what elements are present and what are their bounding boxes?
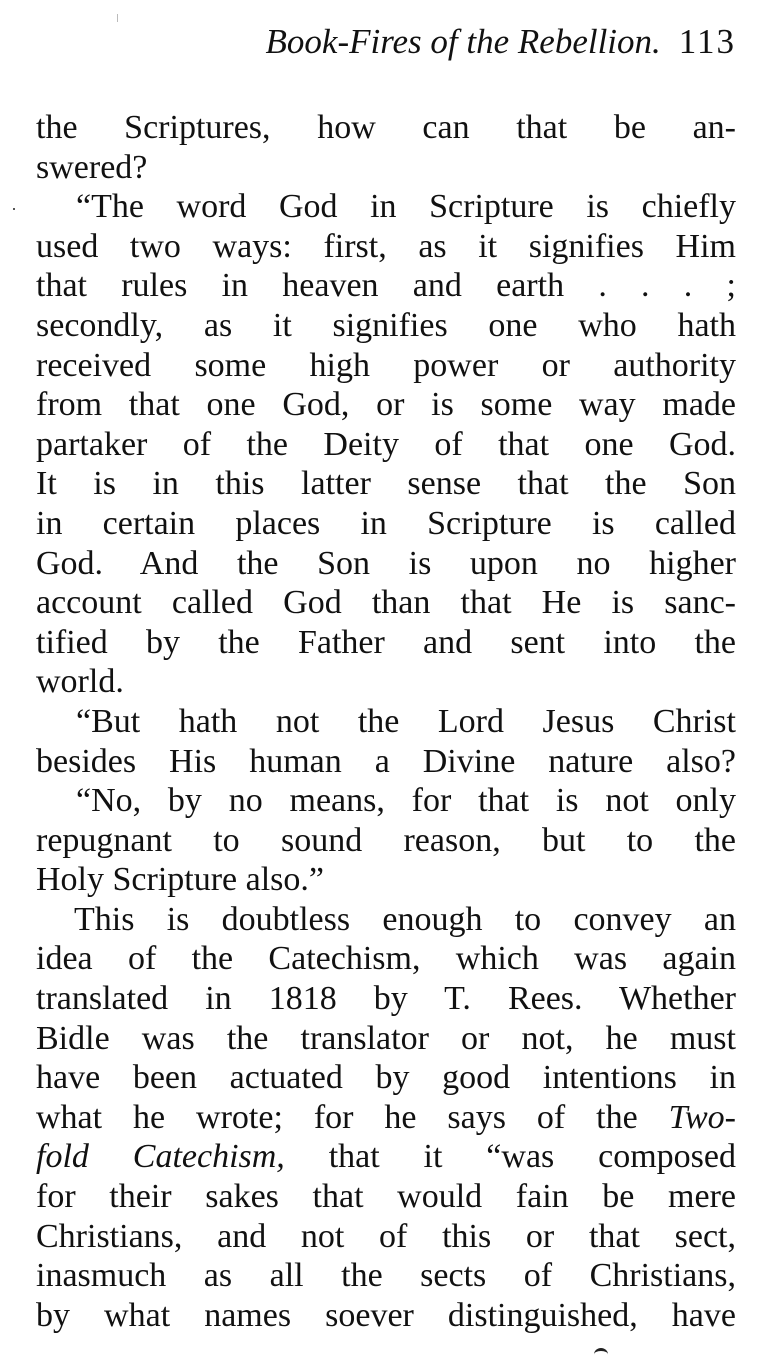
text-line: Holy Scripture also.” [36,861,324,899]
italic-title: fold Catechism, [36,1138,285,1176]
running-head [100,22,736,72]
text-line: It is in this latter sense that the Son [36,465,736,503]
text-line: inasmuch as all the sects of Christians, [36,1257,736,1295]
text-line: that rules in heaven and earth . . . ; [36,267,736,305]
text-line: God. And the Son is upon no higher [36,544,736,582]
text-line: from that one God, or is some way made [36,386,736,424]
signature-mark [594,1348,608,1361]
text-line: for their sakes that would fain be mere [36,1178,736,1216]
text-line: partaker of the Deity of that one God. [36,425,736,463]
text-segment: that it “was composed [328,1138,737,1176]
text-line: account called God than that He is sanc- [36,584,736,622]
text-line: “The word God in Scripture is chiefly [76,188,736,226]
running-title: Book-Fires of the Rebellion. [265,22,661,61]
italic-title: Two- [668,1098,736,1136]
text-line: the Scriptures, how can that be an- [36,109,736,146]
text-line: translated in 1818 by T. Rees. Whether [36,980,736,1018]
text-line: by what names soever distinguished, have [36,1296,736,1334]
text-line: tified by the Father and sent into the [36,623,736,661]
text-segment: what he wrote; for he says of the [36,1098,638,1136]
paper-speck [117,14,118,22]
text-line: Christians, and not of this or that sect, [36,1217,736,1255]
text-line: have been actuated by good intentions in [36,1059,736,1097]
text-line: besides His human a Divine nature also? [36,742,736,780]
body-text [36,108,736,1335]
text-line: used two ways: first, as it signifies Him [36,227,736,265]
text-line: Bidle was the translator or not, he must [36,1019,736,1057]
text-line: received some high power or authority [36,346,736,384]
text-line: in certain places in Scripture is called [36,504,736,542]
text-line: secondly, as it signifies one who hath [36,306,736,344]
text-line: “But hath not the Lord Jesus Christ [76,702,736,740]
text-line: idea of the Catechism, which was again [36,940,736,978]
text-line: repugnant to sound reason, but to the [36,821,736,859]
text-line: world. [36,663,124,701]
text-line: This is doubtless enough to convey an [74,900,736,938]
page-number: 113 [678,22,736,61]
text-line: “No, by no means, for that is not only [76,782,736,820]
paper-speck [13,208,15,210]
text-line: swered? [36,148,148,186]
text-line [36,1098,736,1138]
text-line [36,1137,736,1177]
